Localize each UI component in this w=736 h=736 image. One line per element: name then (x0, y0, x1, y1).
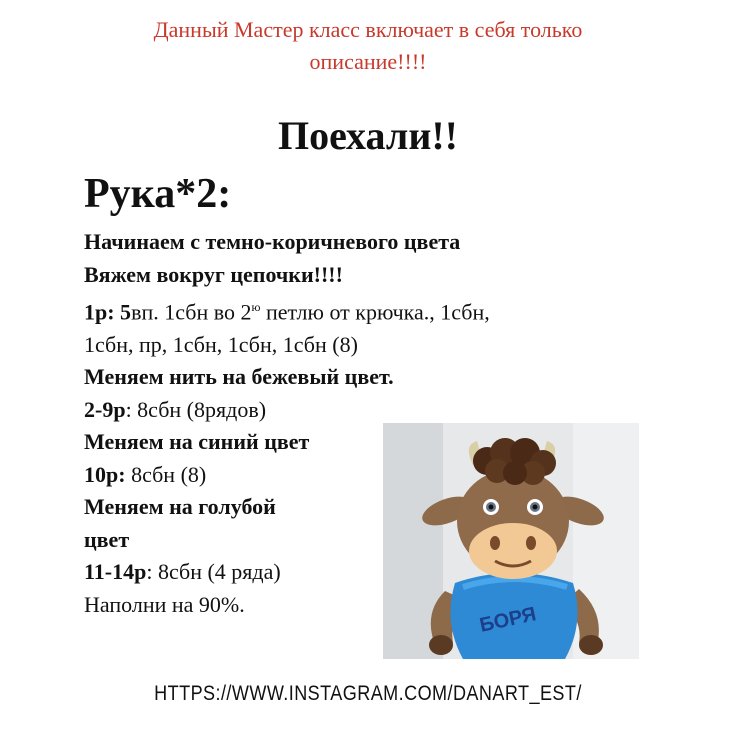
instruction-line: 1сбн, пр, 1сбн, 1сбн, 1сбн (8) (84, 331, 358, 357)
row-label: 2-9р (84, 396, 126, 422)
notice-line-1: Данный Мастер класс включает в себя только (153, 17, 583, 42)
crochet-bull-illustration (383, 423, 639, 659)
row-label: 11-14р (84, 559, 147, 585)
instruction-line: 11-14р: 8сбн (4 ряда) (84, 559, 281, 585)
instruction-line: Меняем на голубой (84, 494, 276, 520)
notice (0, 14, 736, 78)
instruction-line: Начинаем с темно-коричневого цвета (84, 229, 461, 254)
instruction-line: Меняем нить на бежевый цвет. (84, 364, 394, 390)
footer-url: HTTPS://WWW.INSTAGRAM.COM/DANART_EST/ (154, 682, 582, 705)
shirt-text: БОРЯ (477, 603, 539, 637)
section-title: Рука*2: (84, 171, 232, 217)
page-title: Поехали!! (277, 113, 459, 158)
instruction-line: 1р: 5вп. 1сбн во $2^ю$ петлю от крючка., 1сбн, (84, 299, 490, 325)
row-label: 10р: (84, 461, 126, 487)
instruction-line: Меняем на синий цвет (84, 429, 310, 455)
instruction-line: 10р: 8сбн (8) (84, 461, 207, 487)
instruction-line: Вяжем вокруг цепочки!!!! (84, 261, 343, 287)
instruction-line: цвет (84, 526, 130, 552)
notice-line-2: описание!!!! (309, 49, 427, 74)
row-label: 1р: 5 (84, 299, 132, 325)
instruction-line: 2-9р: 8сбн (8рядов) (84, 396, 267, 422)
instruction-line: Наполни на 90%. (84, 591, 245, 617)
toy-photo (383, 423, 639, 659)
